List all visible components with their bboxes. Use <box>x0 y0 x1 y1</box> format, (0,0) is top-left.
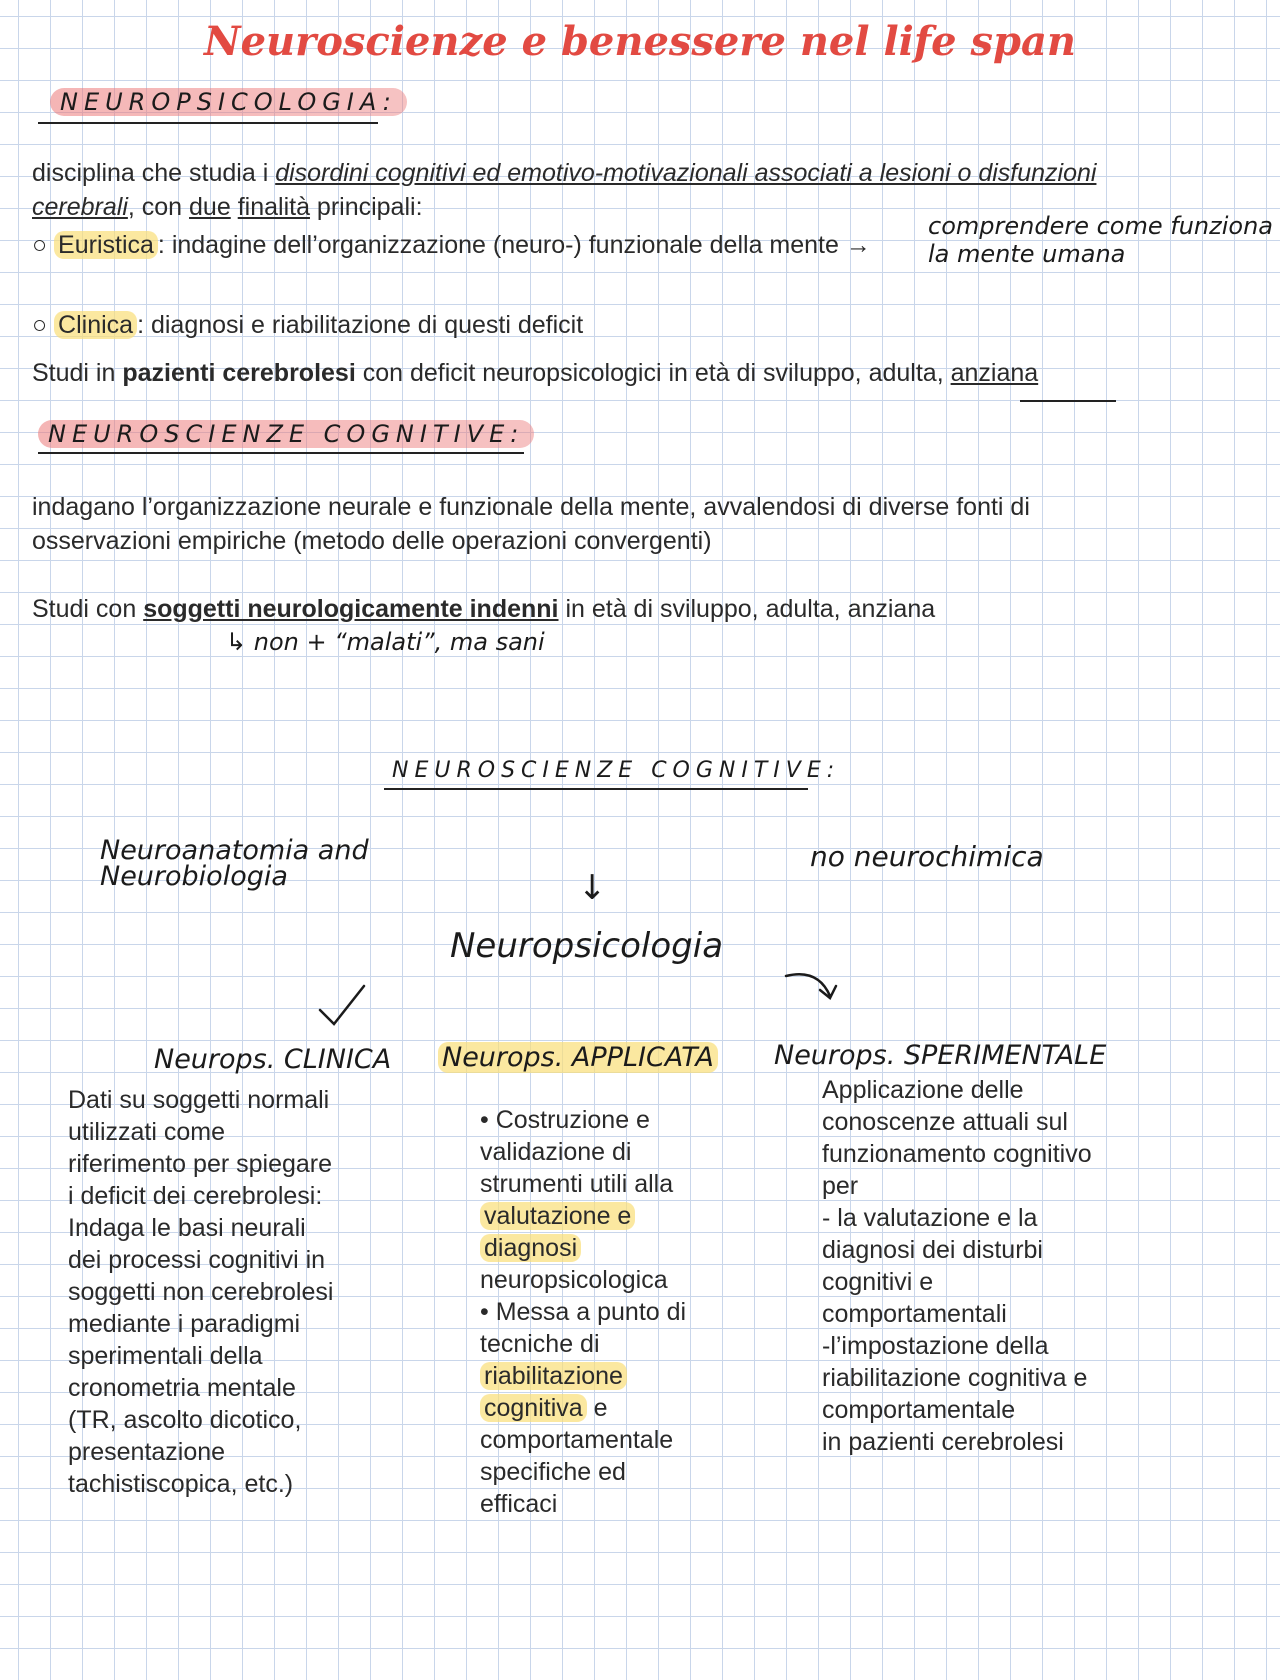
col2-line <box>480 1200 686 1232</box>
diagram-heading-text: NEUROSCIENZE COGNITIVE: <box>392 758 841 783</box>
studies2-prefix: Studi con <box>32 595 144 623</box>
col2-highlight: valutazione e <box>480 1202 635 1230</box>
col2-highlight: riabilitazione <box>480 1362 627 1390</box>
col3-line: cognitivi e <box>822 1268 934 1296</box>
studies-last: anziana <box>950 359 1039 387</box>
col3-line: - la valutazione e la <box>822 1204 1038 1232</box>
col1-title: Neurops. CLINICA <box>154 1044 392 1075</box>
bullet-euristica-text: : indagine dell’organizzazione (neuro-) funzionale della mente <box>157 231 839 259</box>
col2-line: validazione di <box>480 1138 632 1166</box>
col2-line: efficaci <box>480 1490 558 1518</box>
col1-line: cronometria mentale <box>68 1374 296 1402</box>
heading-neuroscienze-text: NEUROSCIENZE COGNITIVE: <box>38 420 534 448</box>
col2-highlight: cognitiva <box>480 1394 587 1422</box>
studies-rest: con deficit neuropsicologici in età di sviluppo, adulta, <box>355 359 951 387</box>
col3-line: conoscenze attuali sul <box>822 1108 1068 1136</box>
col1-line: i deficit dei cerebrolesi: <box>68 1182 323 1210</box>
col2-line: specifiche ed <box>480 1458 626 1486</box>
col2-line: tecniche di <box>480 1330 600 1358</box>
col2-line <box>480 1360 686 1392</box>
down-arrow-icon: ↓ <box>578 868 607 908</box>
col3-title: Neurops. SPERIMENTALE <box>774 1040 1107 1071</box>
arrow-right-icon: → <box>838 231 871 259</box>
col1-line: dei processi cognitivi in <box>68 1246 326 1274</box>
col2-line: • Messa a punto di <box>480 1298 687 1326</box>
bullet-euristica-label: Euristica <box>54 231 158 259</box>
euristica-note-line1: comprendere come funziona <box>928 212 1273 240</box>
col3-line: funzionamento cognitivo <box>822 1140 1092 1168</box>
intro-underlined: disordini cognitivi ed emotivo-motivazionali associati a lesioni o disfunzioni <box>275 159 1097 187</box>
col3-line: in pazienti cerebrolesi <box>822 1428 1064 1456</box>
col2-line <box>480 1232 686 1264</box>
neuroanatomia-line1: Neuroanatomia and <box>100 835 369 866</box>
sani-note: ↳ non + “malati”, ma sani <box>226 628 545 656</box>
bullet-circle-icon: ○ <box>32 231 55 259</box>
col2-highlight: diagnosi <box>480 1234 581 1262</box>
col1-line: (TR, ascolto dicotico, <box>68 1406 302 1434</box>
col1-line: utilizzati come <box>68 1118 225 1146</box>
col2-text <box>480 1104 686 1520</box>
col1-line: sperimentali della <box>68 1342 263 1370</box>
col3-text <box>822 1074 1092 1458</box>
intro-rest-a: , con <box>127 193 190 221</box>
col2-line <box>480 1392 686 1424</box>
intro-due: due <box>189 193 231 221</box>
bullet-clinica-text: : diagnosi e riabilitazione di questi deficit <box>137 311 584 339</box>
col1-line: presentazione <box>68 1438 226 1466</box>
col1-text <box>68 1084 333 1500</box>
col1-line: Indaga le basi neurali <box>68 1214 306 1242</box>
col2-title-text: Neurops. APPLICATA <box>438 1042 718 1073</box>
col3-line: comportamentale <box>822 1396 1016 1424</box>
col3-line: -l’impostazione della <box>822 1332 1049 1360</box>
intro-finalita: finalità <box>237 193 310 221</box>
neuroanatomia-line2: Neurobiologia <box>100 861 288 892</box>
studies2-rest: in età di sviluppo, adulta, anziana <box>558 595 936 623</box>
intro-principali: principali: <box>309 193 423 221</box>
col2-line-rest: e <box>586 1394 608 1422</box>
neuropsicologia-center: Neuropsicologia <box>450 926 724 966</box>
bullet-clinica-label: Clinica <box>54 311 137 339</box>
col3-line: per <box>822 1172 859 1200</box>
intro-prefix: disciplina che studia i <box>32 159 276 187</box>
heading-neuropsicologia-text: NEUROPSICOLOGIA: <box>50 88 407 116</box>
studies2-bold: soggetti neurologicamente indenni <box>143 595 559 623</box>
col2-line: strumenti utili alla <box>480 1170 674 1198</box>
col2-line: neuropsicologica <box>480 1266 668 1294</box>
col3-line: diagnosi dei disturbi <box>822 1236 1043 1264</box>
col3-line: riabilitazione cognitiva e <box>822 1364 1088 1392</box>
col1-line: soggetti non cerebrolesi <box>68 1278 334 1306</box>
col2-line: • Costruzione e <box>480 1106 650 1134</box>
col3-line: Applicazione delle <box>822 1076 1024 1104</box>
neurochimica-note: no neurochimica <box>810 840 1044 873</box>
studies-prefix: Studi in <box>32 359 123 387</box>
col2-title <box>438 1042 718 1073</box>
euristica-note-line2: la mente umana <box>928 240 1126 268</box>
intro-underlined-2: cerebrali <box>32 193 128 221</box>
neuroscienze-line1: indagano l’organizzazione neurale e funzionale della mente, avvalendosi di diverse fonti di <box>32 493 1030 521</box>
col1-line: mediante i paradigmi <box>68 1310 301 1338</box>
page-title: Neuroscienze e benessere nel life span <box>204 18 1076 65</box>
col2-line: comportamentale <box>480 1426 674 1454</box>
checkmark-arrow-icon <box>320 986 364 1024</box>
col1-line: tachistiscopica, etc.) <box>68 1470 294 1498</box>
col3-line: comportamentali <box>822 1300 1007 1328</box>
studies-bold: pazienti cerebrolesi <box>122 359 356 387</box>
bullet-circle-icon: ○ <box>32 311 55 339</box>
col1-line: Dati su soggetti normali <box>68 1086 330 1114</box>
col1-line: riferimento per spiegare <box>68 1150 333 1178</box>
neuroscienze-line2: osservazioni empiriche (metodo delle operazioni convergenti) <box>32 527 712 555</box>
